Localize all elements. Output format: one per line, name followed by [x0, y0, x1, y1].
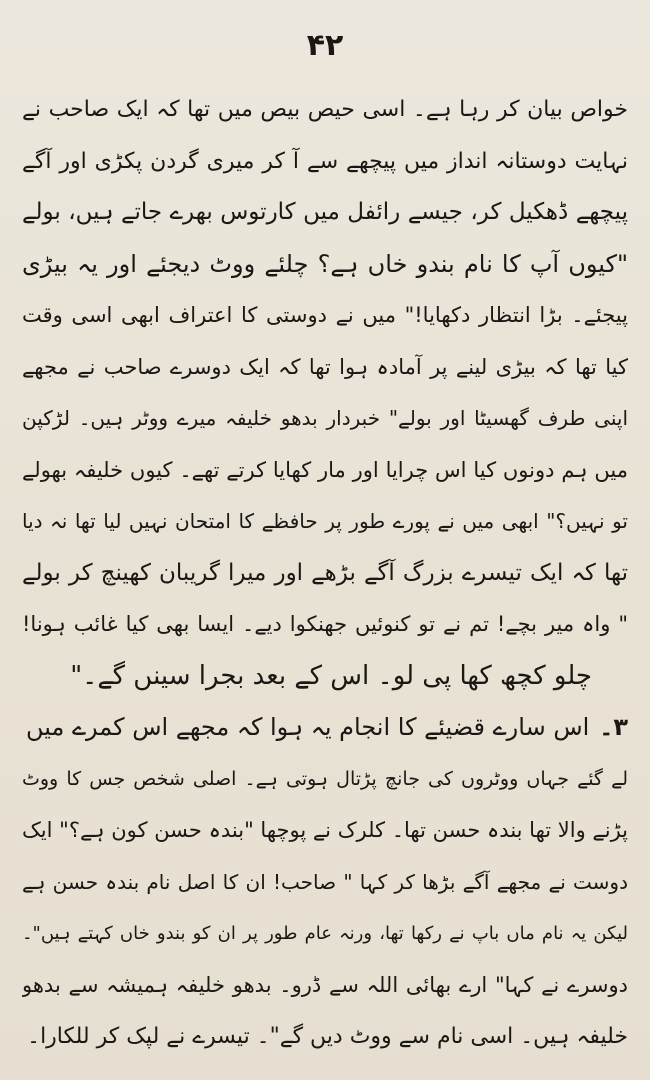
text-line-4: "کیوں آپ کا نام بندو خاں ہے؟ چلئے ووٹ دیجئے اور یہ بیڑی [22, 249, 628, 278]
text-line-13: اس سارے قضیئے کا انجام یہ ہوا کہ مجھے اس کمرے میں [25, 713, 590, 741]
paragraph-3-first-line [22, 702, 628, 754]
text-line-1: خواص بیان کر رہا ہے۔ اسی حیص بیص میں تھا کہ ایک صاحب نے [22, 97, 628, 122]
text-line-15: پڑنے والا تھا بندہ حسن تھا۔ کلرک نے پوچھا "بندہ حسن کون ہے؟" ایک [22, 818, 628, 842]
text-line-6: کیا تھا کہ بیڑی لینے پر آمادہ ہوا تھا کہ ایک دوسرے صاحب نے مجھے [22, 354, 628, 379]
text-line-18: دوسرے نے کہا" ارے بھائی اللہ سے ڈرو۔ بدھو خلیفہ ہمیشہ سے بدھو [22, 972, 628, 997]
text-line-19: خلیفہ ہیں۔ اسی نام سے ووٹ دیں گے"۔ تیسرے نے لپک کر للکارا۔ [27, 1024, 628, 1049]
text-line-9: تو نہیں؟" ابھی میں نے پورے طور پر حافظے کا امتحان نہیں لیا تھا نہ دیا [22, 509, 628, 533]
text-line-12: چلو کچھ کھا پی لو۔ اس کے بعد بجرا سینں گے۔" [70, 660, 592, 691]
text-line-17: لیکن یہ نام ماں باپ نے رکھا تھا، ورنہ عام طور پر ان کو بندو خاں کہتے ہیں"۔ [22, 923, 628, 944]
text-line-10: تھا کہ ایک تیسرے بزرگ آگے بڑھے اور میرا گریبان کھینچ کر بولے [22, 559, 628, 586]
text-line-2: نہایت دوستانہ انداز میں پیچھے سے آ کر میری گردن پکڑی اور آگے [22, 148, 628, 174]
text-line-3: پیچھے ڈھکیل کر، جیسے رائفل میں کارتوس بھرے جاتے ہیں، بولے [22, 199, 628, 225]
text-line-11: " واہ میر بچے! تم نے تو کنوئیں جھنکوا دیے۔ ایسا بھی کیا غائب ہونا! [22, 612, 628, 636]
paragraph-number: ۳۔ [599, 713, 628, 741]
page-number: ۴۲ [306, 28, 344, 63]
text-line-7: اپنی طرف گھسیٹا اور بولے" خبردار بدھو خلیفہ میرے ووٹر ہیں۔ لڑکپن [22, 406, 628, 430]
text-line-16: دوست نے مجھے آگے بڑھا کر کہا " صاحب! ان کا اصل نام بندہ حسن ہے [22, 869, 628, 894]
text-line-5: پیجئے۔ بڑا انتظار دکھایا!" میں نے دوستی کا اعتراف ابھی اسی وقت [22, 303, 628, 327]
body-text [22, 84, 628, 1063]
text-line-14: لے گئے جہاں ووٹروں کی جانچ پڑتال ہوتی ہے۔ اصلی شخص جس کا ووٹ [22, 767, 628, 790]
text-line-8: میں ہم دونوں کیا اس چرایا اور مار کھایا کرتے تھے۔ کیوں خلیفہ بھولے [22, 457, 628, 482]
